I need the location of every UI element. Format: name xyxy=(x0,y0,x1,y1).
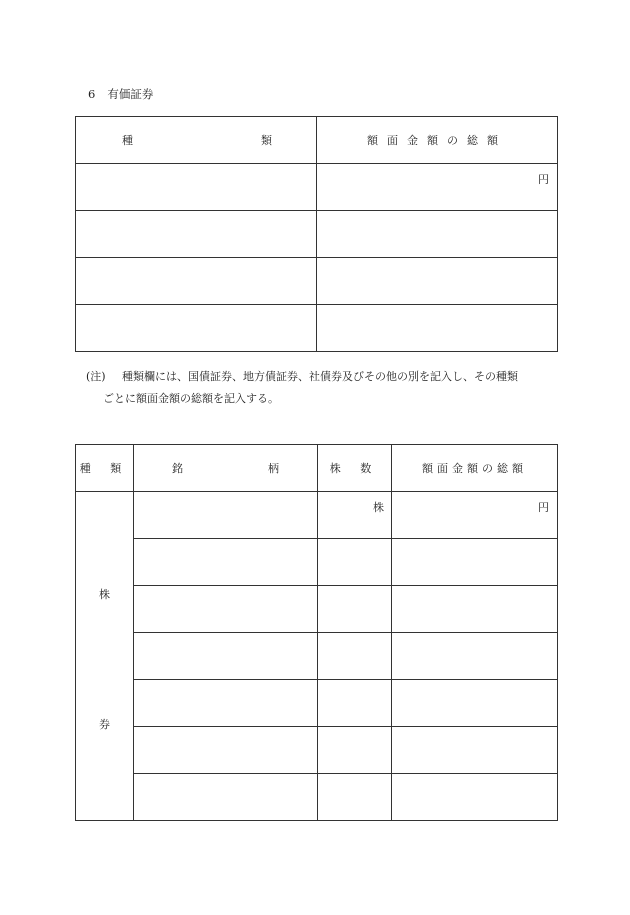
amount-cell[interactable] xyxy=(317,164,558,211)
kind-cell[interactable] xyxy=(76,305,317,352)
table-row xyxy=(76,164,558,211)
header-kind: 種 類 xyxy=(76,445,134,492)
note-line-2: ごとに額面金額の総額を記入する。 xyxy=(103,392,279,405)
shares-unit: 株 xyxy=(373,501,384,514)
table-row xyxy=(76,586,558,633)
shares-cell[interactable] xyxy=(318,492,392,539)
name-cell[interactable] xyxy=(134,774,318,821)
shares-cell[interactable] xyxy=(318,680,392,727)
name-cell[interactable] xyxy=(134,680,318,727)
header-name-right: 柄 xyxy=(268,462,279,475)
section-number: 6 xyxy=(88,87,96,101)
amount-cell[interactable] xyxy=(317,211,558,258)
header-name-left: 銘 xyxy=(172,462,183,475)
kind-cell-stock xyxy=(76,492,134,821)
shares-cell[interactable] xyxy=(318,727,392,774)
table-row xyxy=(76,258,558,305)
table-row xyxy=(76,774,558,821)
table-header-row xyxy=(76,117,558,164)
table-row xyxy=(76,539,558,586)
amount-cell[interactable] xyxy=(392,727,558,774)
header-kind-left: 種 xyxy=(122,134,133,147)
shares-cell[interactable] xyxy=(318,586,392,633)
shares-cell[interactable] xyxy=(318,774,392,821)
stock-table xyxy=(75,444,558,821)
amount-cell[interactable] xyxy=(392,633,558,680)
section-title: 有価証券 xyxy=(107,87,154,101)
amount-cell[interactable] xyxy=(392,492,558,539)
amount-cell[interactable] xyxy=(392,586,558,633)
kind-cell[interactable] xyxy=(76,164,317,211)
header-kind xyxy=(76,117,317,164)
name-cell[interactable] xyxy=(134,492,318,539)
section-heading xyxy=(88,86,153,102)
shares-cell[interactable] xyxy=(318,539,392,586)
header-amount: 額面金額の総額 xyxy=(317,117,558,164)
table-header-row xyxy=(76,445,558,492)
amount-cell[interactable] xyxy=(392,539,558,586)
table-row xyxy=(76,211,558,258)
table-row xyxy=(76,680,558,727)
table-row xyxy=(76,492,558,539)
table-row xyxy=(76,633,558,680)
amount-cell[interactable] xyxy=(317,305,558,352)
header-kind-right: 類 xyxy=(261,134,272,147)
amount-cell[interactable] xyxy=(317,258,558,305)
note xyxy=(86,366,566,410)
kind-cell[interactable] xyxy=(76,258,317,305)
table-row xyxy=(76,305,558,352)
securities-table xyxy=(75,116,558,352)
table-row xyxy=(76,727,558,774)
yen-unit: 円 xyxy=(538,501,549,514)
amount-cell[interactable] xyxy=(392,680,558,727)
header-shares: 株 数 xyxy=(318,445,392,492)
name-cell[interactable] xyxy=(134,586,318,633)
kind-char-1: 株 xyxy=(99,588,110,601)
amount-cell[interactable] xyxy=(392,774,558,821)
shares-cell[interactable] xyxy=(318,633,392,680)
note-mark: (注) xyxy=(86,370,106,383)
name-cell[interactable] xyxy=(134,727,318,774)
yen-unit: 円 xyxy=(538,173,549,186)
name-cell[interactable] xyxy=(134,633,318,680)
kind-cell[interactable] xyxy=(76,211,317,258)
note-line-1: 種類欄には、国債証券、地方債証券、社債券及びその他の別を記入し、その種類 xyxy=(122,370,518,383)
header-name xyxy=(134,445,318,492)
header-amount: 額面金額の総額 xyxy=(392,445,558,492)
name-cell[interactable] xyxy=(134,539,318,586)
kind-char-2: 券 xyxy=(99,718,110,731)
